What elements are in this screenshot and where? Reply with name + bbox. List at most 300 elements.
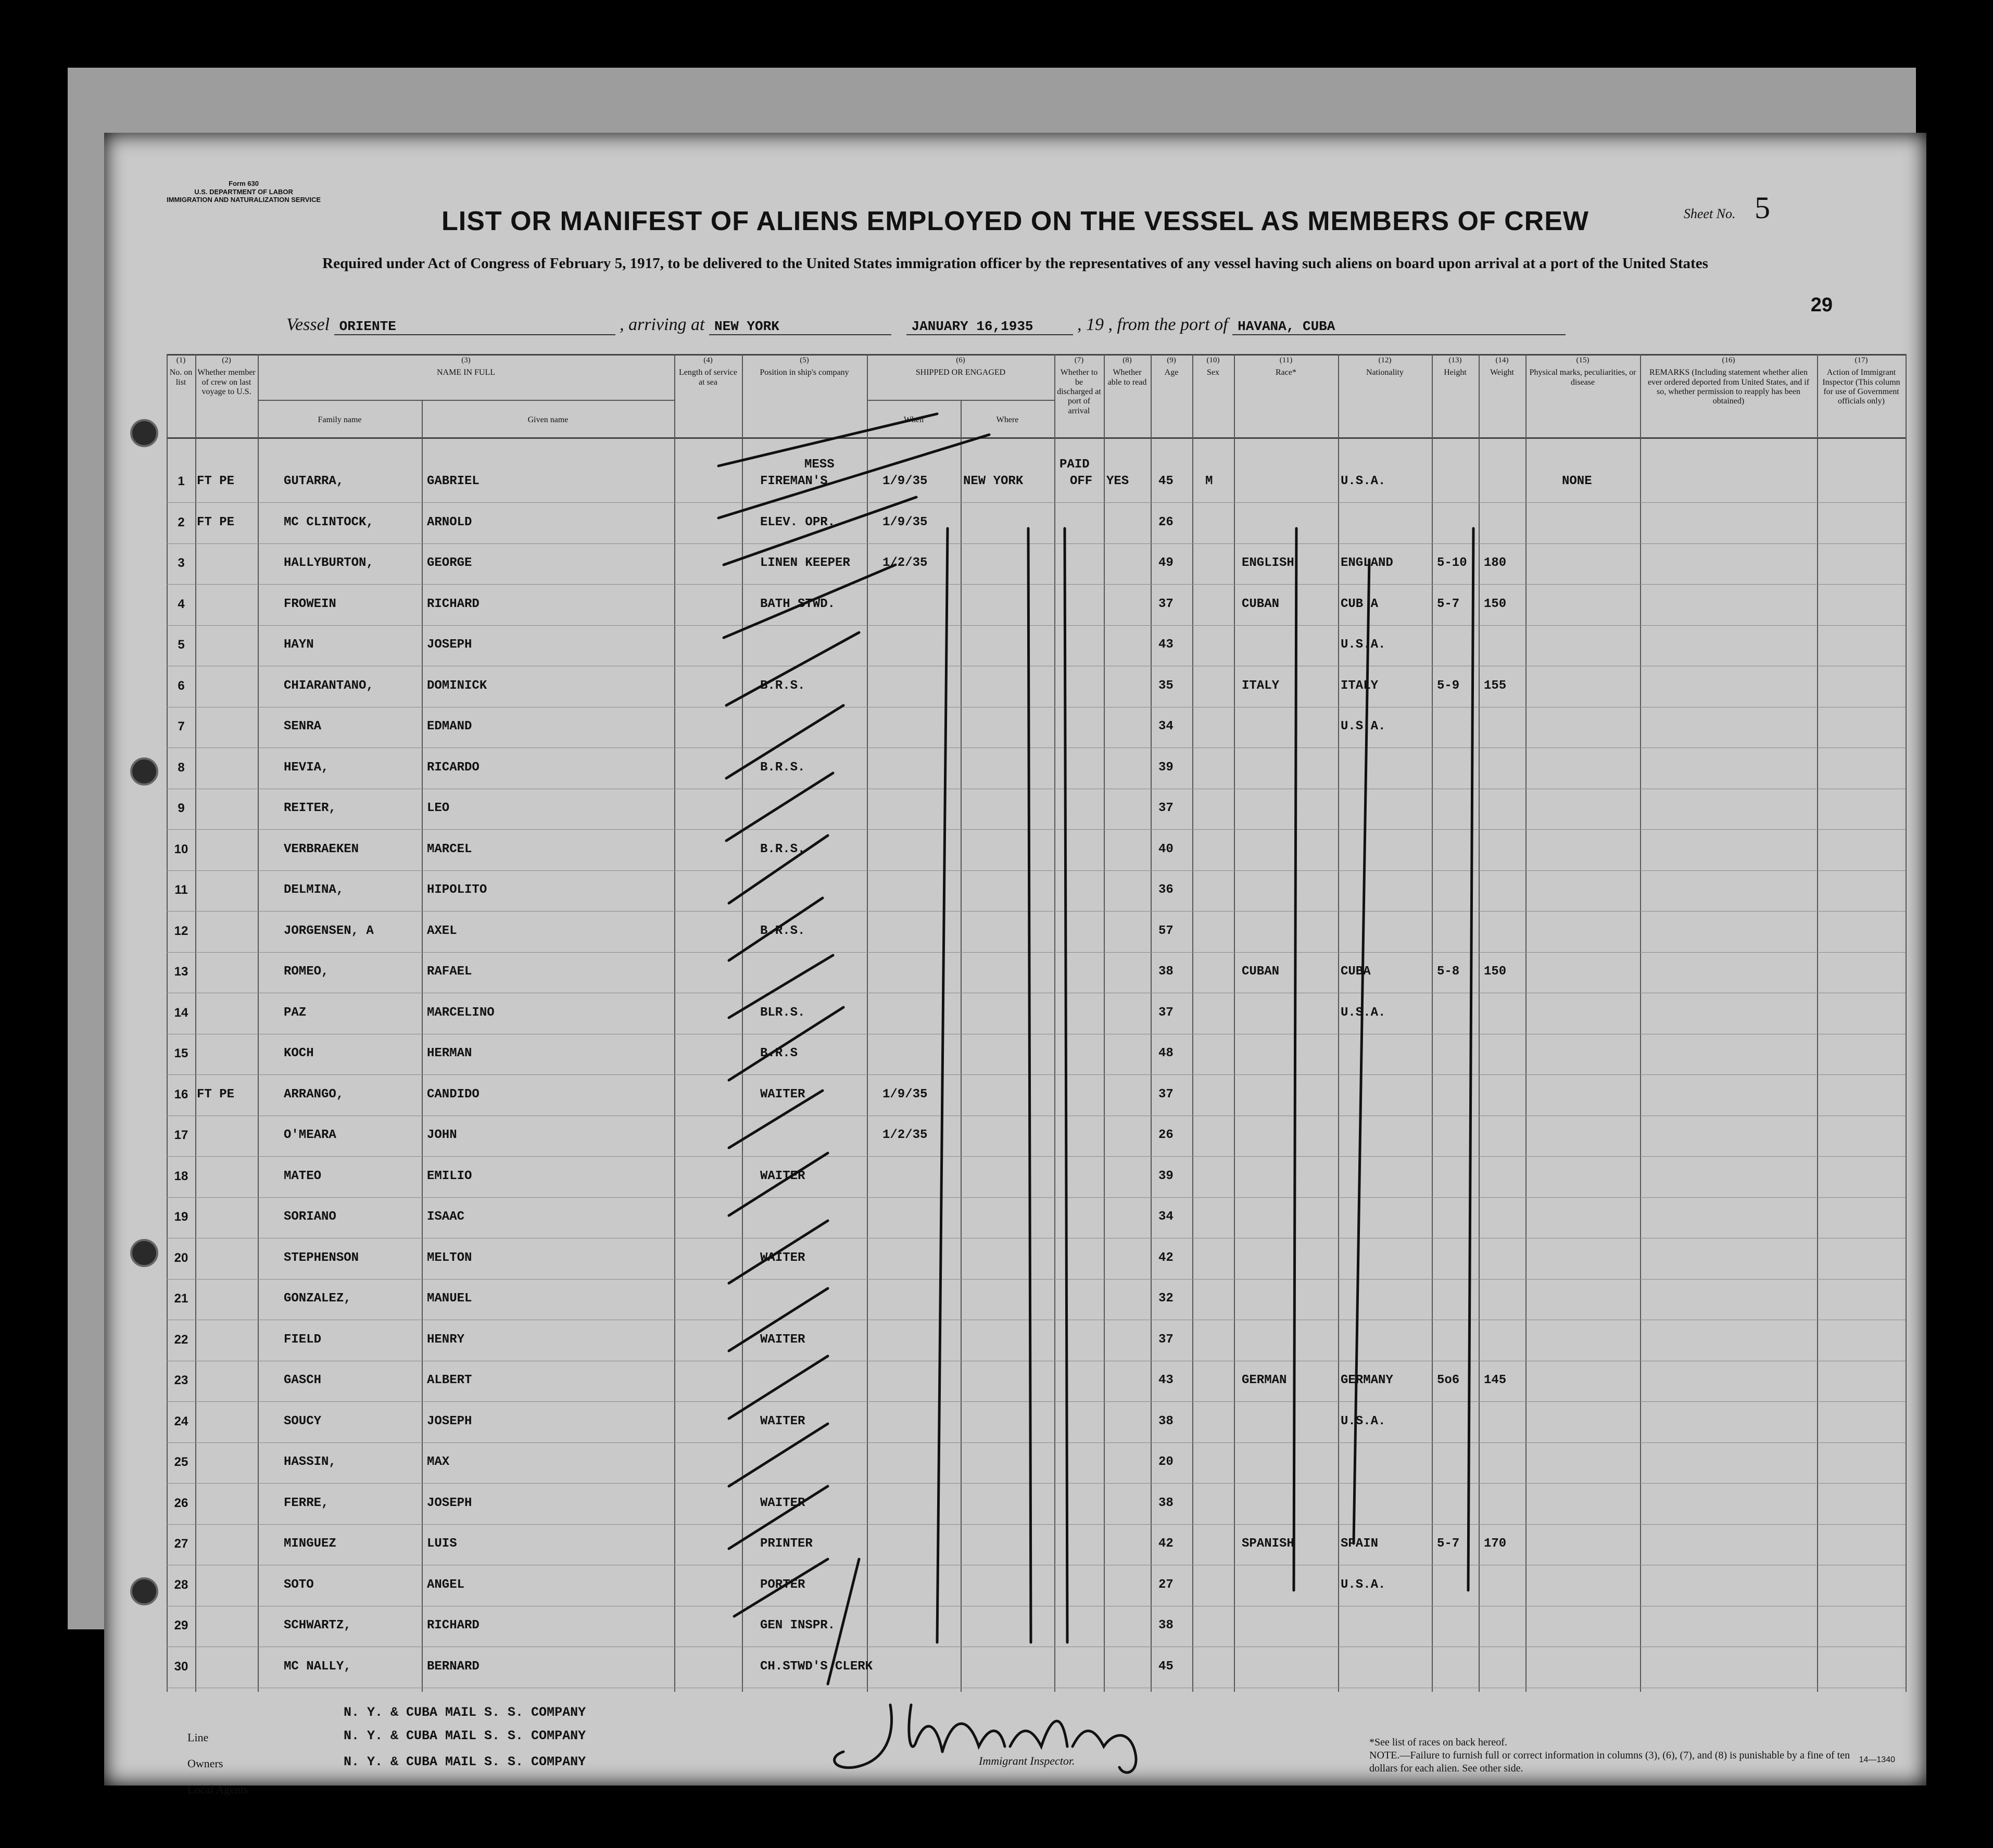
race-cell: CUBAN — [1242, 597, 1280, 611]
age-cell: 45 — [1158, 474, 1174, 488]
punch-hole — [130, 757, 158, 786]
family-name-cell: SCHWARTZ, — [284, 1618, 351, 1632]
nationality-cell: CUBA — [1341, 965, 1371, 979]
vessel-name: ORIENTE — [334, 319, 615, 335]
row-rule — [167, 625, 1906, 626]
column-title: REMARKS (Including statement whether alien ever ordered deported from United States, and if so, whether permission to reapply has been obtained) — [1647, 368, 1810, 406]
given-name-cell: MANUEL — [427, 1292, 472, 1306]
family-name-cell: JORGENSEN, A — [284, 923, 374, 938]
family-name-cell: CHIARANTANO, — [284, 678, 374, 693]
age-cell: 49 — [1158, 556, 1174, 570]
previous-voyage-cell: FT PE — [197, 515, 235, 529]
row-number: 30 — [174, 1659, 188, 1674]
column-title: Nationality — [1366, 368, 1404, 377]
column-number: (8) — [1122, 356, 1132, 364]
given-name-cell: MARCELINO — [427, 1005, 495, 1020]
position-cell: WAITER — [760, 1250, 805, 1265]
family-name-header: Family name — [318, 415, 362, 424]
row-number: 21 — [174, 1292, 188, 1306]
arrival-port: NEW YORK — [709, 319, 891, 335]
age-cell: 34 — [1158, 1210, 1174, 1224]
column-rule — [422, 401, 423, 1692]
given-name-cell: EMILIO — [427, 1169, 472, 1183]
line-value: N. Y. & CUBA MAIL S. S. COMPANY — [344, 1728, 586, 1743]
inspector-label: Immigrant Inspector. — [979, 1754, 1075, 1767]
age-cell: 37 — [1158, 1087, 1174, 1102]
age-cell: 43 — [1158, 638, 1174, 652]
nationality-cell: U.S.A. — [1341, 1005, 1386, 1020]
family-name-cell: MC CLINTOCK, — [284, 515, 374, 529]
sheet-number-label: Sheet No. — [1683, 206, 1736, 221]
nationality-cell: U.S.A. — [1341, 1414, 1386, 1428]
service: IMMIGRATION AND NATURALIZATION SERVICE — [167, 196, 321, 204]
column-number: (1) — [176, 356, 186, 364]
column-rule — [1104, 354, 1105, 1692]
column-rule — [1054, 354, 1055, 1692]
family-name-cell: ROMEO, — [284, 965, 329, 979]
header-bottom-rule — [167, 437, 1906, 439]
column-header-c11 — [1236, 356, 1336, 378]
row-number: 26 — [174, 1496, 188, 1510]
age-cell: 26 — [1158, 1128, 1174, 1142]
owners-value: N. Y. & CUBA MAIL S. S. COMPANY — [344, 1754, 586, 1769]
column-header-c2 — [197, 356, 256, 397]
age-cell: 27 — [1158, 1577, 1174, 1592]
nationality-cell: U.S.A. — [1341, 474, 1386, 488]
column-rule — [674, 354, 675, 1692]
given-name-cell: MAX — [427, 1455, 450, 1469]
page-title: LIST OR MANIFEST OF ALIENS EMPLOYED ON THE VESSEL AS MEMBERS OF CREW — [442, 206, 1589, 236]
weight-cell: 145 — [1484, 1373, 1507, 1387]
punch-hole — [130, 419, 158, 447]
nationality-cell: CUB A — [1341, 597, 1379, 611]
column-rule — [961, 401, 962, 1692]
age-cell: 39 — [1158, 760, 1174, 775]
company-name: N. Y. & CUBA MAIL S. S. COMPANY — [344, 1705, 586, 1720]
column-rule — [1640, 354, 1641, 1692]
race-cell: GERMAN — [1242, 1373, 1287, 1387]
age-cell: 38 — [1158, 1496, 1174, 1510]
position-cell: B.R.S. — [760, 678, 805, 693]
age-cell: 38 — [1158, 1618, 1174, 1632]
family-name-cell: REITER, — [284, 801, 336, 815]
owners-label: Owners — [187, 1757, 223, 1770]
row-rule — [167, 1074, 1906, 1075]
column-rule — [195, 354, 196, 1692]
given-name-cell: ARNOLD — [427, 515, 472, 529]
race-cell: SPANISH — [1242, 1537, 1294, 1551]
row-rule — [167, 952, 1906, 953]
shipped-when-cell: 1/2/35 — [882, 556, 928, 570]
column-number: (7) — [1074, 356, 1084, 364]
race-cell: ITALY — [1242, 678, 1280, 693]
given-name-cell: LEO — [427, 801, 450, 815]
column-rule — [1192, 354, 1193, 1692]
column-number: (13) — [1448, 356, 1462, 364]
previous-voyage-cell: FT PE — [197, 1087, 235, 1102]
arriving-label: , arriving at — [620, 315, 705, 334]
column-number: (16) — [1722, 356, 1735, 364]
race-cell: ENGLISH — [1242, 556, 1294, 570]
position-cell: LINEN KEEPER — [760, 556, 850, 570]
departure-port: HAVANA, CUBA — [1232, 319, 1566, 335]
position-cell: BATH STWD. — [760, 597, 836, 611]
given-name-cell: LUIS — [427, 1537, 457, 1551]
row-number: 12 — [174, 923, 188, 938]
column-header-c3 — [260, 356, 672, 378]
height-cell: 5-8 — [1437, 965, 1460, 979]
column-title: Weight — [1490, 368, 1514, 377]
position-cell: B.R.S. — [760, 842, 805, 856]
column-title: NAME IN FULL — [437, 368, 495, 377]
from-label: , from the port of — [1108, 315, 1228, 334]
column-number: (12) — [1378, 356, 1392, 364]
row-rule — [167, 1401, 1906, 1402]
age-cell: 20 — [1158, 1455, 1174, 1469]
local-agents-label: Local Agents — [187, 1783, 248, 1796]
age-cell: 35 — [1158, 678, 1174, 693]
column-header-c10 — [1194, 356, 1232, 378]
age-cell: 57 — [1158, 923, 1174, 938]
row-number: 6 — [178, 678, 185, 693]
position-cell: B.R.S — [760, 1046, 798, 1060]
family-name-cell: SOUCY — [284, 1414, 322, 1428]
when-header: When — [903, 415, 924, 424]
column-header-c12 — [1340, 356, 1430, 378]
column-title: Sex — [1207, 368, 1219, 377]
height-cell: 5-9 — [1437, 678, 1460, 693]
given-name-cell: JOSEPH — [427, 638, 472, 652]
row-number: 7 — [178, 719, 185, 733]
age-cell: 26 — [1158, 515, 1174, 529]
column-number: (14) — [1495, 356, 1509, 364]
column-title: Physical marks, peculiarities, or disease — [1529, 368, 1636, 387]
column-title: No. on list — [169, 368, 193, 387]
column-header-c14 — [1481, 356, 1523, 378]
column-title: Whether member of crew on last voyage to U.S. — [197, 368, 256, 397]
column-header-c1 — [169, 356, 193, 387]
weight-cell: 180 — [1484, 556, 1507, 570]
age-cell: 45 — [1158, 1659, 1174, 1674]
height-cell: 5-10 — [1437, 556, 1467, 570]
row-number: 28 — [174, 1577, 188, 1592]
column-number: (17) — [1855, 356, 1868, 364]
column-number: (4) — [703, 356, 713, 364]
row-number: 29 — [174, 1618, 188, 1632]
column-header-c15 — [1528, 356, 1638, 387]
family-name-cell: HEVIA, — [284, 760, 329, 775]
weight-cell: 150 — [1484, 965, 1507, 979]
form-number: Form 630 — [229, 180, 259, 187]
column-header-c7 — [1056, 356, 1102, 416]
column-rule — [167, 354, 168, 1692]
row-rule — [167, 1442, 1906, 1443]
column-rule — [1234, 354, 1235, 1692]
column-number: (3) — [461, 356, 471, 364]
nationality-cell: ENGLAND — [1341, 556, 1393, 570]
family-name-cell: STEPHENSON — [284, 1250, 359, 1265]
position-cell: WAITER — [760, 1169, 805, 1183]
crew-table — [167, 354, 1906, 1692]
column-rule — [1338, 354, 1339, 1692]
given-name-cell: GABRIEL — [427, 474, 480, 488]
column-number: (11) — [1279, 356, 1293, 364]
column-header-c4 — [676, 356, 740, 387]
row-number: 4 — [178, 597, 185, 611]
column-rule — [1906, 354, 1907, 1692]
row-rule — [167, 911, 1906, 912]
family-name-cell: HALLYBURTON, — [284, 556, 374, 570]
given-name-cell: BERNARD — [427, 1659, 480, 1674]
row-number: 11 — [174, 883, 188, 897]
row-number: 10 — [174, 842, 188, 856]
given-name-cell: JOSEPH — [427, 1496, 472, 1510]
row-rule — [167, 543, 1906, 544]
vessel-line — [286, 315, 1848, 335]
row-number: 22 — [174, 1332, 188, 1347]
age-cell: 42 — [1158, 1250, 1174, 1265]
nationality-cell: U.S.A. — [1341, 1577, 1386, 1592]
age-cell: 37 — [1158, 801, 1174, 815]
height-cell: 5-7 — [1437, 597, 1460, 611]
given-name-cell: AXEL — [427, 923, 457, 938]
family-name-cell: VERBRAEKEN — [284, 842, 359, 856]
height-cell: 5o6 — [1437, 1373, 1460, 1387]
column-number: (15) — [1576, 356, 1590, 364]
column-number: (5) — [800, 356, 809, 364]
position-cell: WAITER — [760, 1496, 805, 1510]
column-header-c9 — [1153, 356, 1190, 378]
family-name-cell: FIELD — [284, 1332, 322, 1347]
age-cell: 37 — [1158, 1005, 1174, 1020]
family-name-cell: ARRANGO, — [284, 1087, 344, 1102]
able-to-read-cell: YES — [1106, 474, 1129, 488]
position-cell: FIREMAN'S — [760, 474, 828, 488]
discharged-cell: PAID — [1059, 458, 1090, 472]
row-number: 3 — [178, 556, 185, 570]
row-rule — [167, 1524, 1906, 1525]
age-cell: 37 — [1158, 597, 1174, 611]
row-number: 15 — [174, 1046, 188, 1060]
race-cell: CUBAN — [1242, 965, 1280, 979]
previous-voyage-cell: FT PE — [197, 474, 235, 488]
given-name-cell: ANGEL — [427, 1577, 465, 1592]
shipped-when-cell: 1/9/35 — [882, 515, 928, 529]
position-cell: PRINTER — [760, 1537, 813, 1551]
column-title: Whether able to read — [1107, 368, 1147, 387]
column-rule — [742, 354, 743, 1692]
row-rule — [167, 1156, 1906, 1157]
family-name-cell: KOCH — [284, 1046, 314, 1060]
given-name-cell: GEORGE — [427, 556, 472, 570]
nationality-cell: SPAIN — [1341, 1537, 1379, 1551]
fine-note — [1369, 1736, 1864, 1775]
age-cell: 42 — [1158, 1537, 1174, 1551]
given-name-cell: RICHARD — [427, 1618, 480, 1632]
age-cell: 38 — [1158, 1414, 1174, 1428]
row-number: 25 — [174, 1455, 188, 1469]
family-name-cell: HAYN — [284, 638, 314, 652]
given-name-cell: HERMAN — [427, 1046, 472, 1060]
vessel-label: Vessel — [286, 315, 330, 334]
page-number: 29 — [1810, 294, 1833, 316]
given-name-cell: ISAAC — [427, 1210, 465, 1224]
column-title: Height — [1444, 368, 1467, 377]
age-cell: 36 — [1158, 883, 1174, 897]
column-title: SHIPPED OR ENGAGED — [915, 368, 1006, 377]
column-header-c6 — [869, 356, 1052, 378]
form-code: 14—1340 — [1859, 1755, 1895, 1764]
row-number: 13 — [174, 965, 188, 979]
position-cell: CH.STWD'S CLERK — [760, 1659, 873, 1674]
row-rule — [167, 502, 1906, 503]
position-cell: PORTER — [760, 1577, 805, 1592]
row-number: 23 — [174, 1373, 188, 1387]
given-name-cell: MELTON — [427, 1250, 472, 1265]
family-name-cell: PAZ — [284, 1005, 307, 1020]
weight-cell: 170 — [1484, 1537, 1507, 1551]
position-cell: WAITER — [760, 1414, 805, 1428]
position-cell: ELEV. OPR. — [760, 515, 836, 529]
given-name-cell: RICARDO — [427, 760, 480, 775]
given-name-header: Given name — [527, 415, 569, 424]
discharged-cell: OFF — [1070, 474, 1093, 488]
row-number: 9 — [178, 801, 185, 815]
row-number: 16 — [174, 1087, 188, 1102]
column-rule — [1817, 354, 1818, 1692]
family-name-cell: FERRE, — [284, 1496, 329, 1510]
family-name-cell: FROWEIN — [284, 597, 336, 611]
column-title: Position in ship's company — [760, 368, 849, 377]
weight-cell: 155 — [1484, 678, 1507, 693]
races-note: *See list of races on back hereof. — [1369, 1737, 1507, 1748]
given-name-cell: JOSEPH — [427, 1414, 472, 1428]
column-title: Whether to be discharged at port of arrival — [1057, 368, 1101, 415]
year-prefix: , 19 — [1077, 315, 1104, 334]
punch-hole — [130, 1239, 158, 1267]
row-rule — [167, 829, 1906, 830]
physical-marks-cell: NONE — [1562, 474, 1592, 488]
position-cell: BLR.S. — [760, 1005, 805, 1020]
weight-cell: 150 — [1484, 597, 1507, 611]
family-name-cell: GUTARRA, — [284, 474, 344, 488]
column-rule — [1525, 354, 1527, 1692]
manifest-sheet — [104, 133, 1926, 1796]
nationality-cell: U.S.A. — [1341, 638, 1386, 652]
age-cell: 40 — [1158, 842, 1174, 856]
column-header-c16 — [1642, 356, 1815, 407]
nationality-cell: U.S.A. — [1341, 719, 1386, 733]
family-name-cell: MINGUEZ — [284, 1537, 336, 1551]
column-title: Length of service at sea — [679, 368, 737, 387]
nationality-cell: ITALY — [1341, 678, 1379, 693]
column-number: (9) — [1167, 356, 1176, 364]
age-cell: 37 — [1158, 1332, 1174, 1347]
header-top-rule — [167, 354, 1906, 356]
shipped-when-cell: 1/2/35 — [882, 1128, 928, 1142]
age-cell: 32 — [1158, 1292, 1174, 1306]
family-name-cell: GASCH — [284, 1373, 322, 1387]
nationality-cell: GERMANY — [1341, 1373, 1393, 1387]
column-number: (6) — [956, 356, 965, 364]
position-cell: B.R.S. — [760, 923, 805, 938]
row-number: 2 — [178, 515, 185, 529]
age-cell: 39 — [1158, 1169, 1174, 1183]
family-name-cell: MC NALLY, — [284, 1659, 351, 1674]
shipped-when-cell: 1/9/35 — [882, 474, 928, 488]
department: U.S. DEPARTMENT OF LABOR — [194, 187, 293, 196]
column-header-c13 — [1434, 356, 1477, 378]
line-label: Line — [187, 1731, 209, 1744]
family-name-cell: MATEO — [284, 1169, 322, 1183]
column-number: (10) — [1206, 356, 1220, 364]
age-cell: 43 — [1158, 1373, 1174, 1387]
age-cell: 34 — [1158, 719, 1174, 733]
row-number: 17 — [174, 1128, 188, 1142]
punch-hole — [130, 1577, 158, 1605]
given-name-cell: HENRY — [427, 1332, 465, 1347]
penalty-note: NOTE.—Failure to furnish full or correct information in columns (3), (6), (7), and (8) is punishable by a fine of ten dollars for each alien. See other side. — [1369, 1750, 1850, 1774]
where-header: Where — [996, 415, 1019, 424]
row-rule — [167, 584, 1906, 585]
column-header-c17 — [1819, 356, 1903, 407]
position-cell: WAITER — [760, 1332, 805, 1347]
row-number: 19 — [174, 1210, 188, 1224]
age-cell: 38 — [1158, 965, 1174, 979]
name-subheader-rule — [258, 400, 674, 401]
row-number: 27 — [174, 1537, 188, 1551]
column-title: Age — [1164, 368, 1179, 377]
family-name-cell: O'MEARA — [284, 1128, 336, 1142]
given-name-cell: JOHN — [427, 1128, 457, 1142]
given-name-cell: EDMAND — [427, 719, 472, 733]
sheet-number-value: 5 — [1755, 191, 1770, 225]
column-rule — [1432, 354, 1433, 1692]
position-cell: GEN INSPR. — [760, 1618, 836, 1632]
given-name-cell: RICHARD — [427, 597, 480, 611]
family-name-cell: SOTO — [284, 1577, 314, 1592]
column-rule — [867, 354, 868, 1692]
family-name-cell: GONZALEZ, — [284, 1292, 351, 1306]
column-title: Action of Immigrant Inspector (This column for use of Government officials only) — [1822, 368, 1900, 406]
position-cell: B.R.S. — [760, 760, 805, 775]
family-name-cell: SENRA — [284, 719, 322, 733]
family-name-cell: SORIANO — [284, 1210, 336, 1224]
row-number: 1 — [178, 474, 185, 488]
row-number: 24 — [174, 1414, 188, 1428]
given-name-cell: DOMINICK — [427, 678, 487, 693]
given-name-cell: CANDIDO — [427, 1087, 480, 1102]
row-rule — [167, 1279, 1906, 1280]
shipped-subheader-rule — [867, 400, 1054, 401]
shipped-when-cell: 1/9/35 — [882, 1087, 928, 1102]
column-header-c8 — [1106, 356, 1149, 387]
row-number: 20 — [174, 1250, 188, 1265]
row-number: 8 — [178, 760, 185, 775]
given-name-cell: MARCEL — [427, 842, 472, 856]
form-identifier — [167, 180, 321, 204]
height-cell: 5-7 — [1437, 1537, 1460, 1551]
family-name-cell: DELMINA, — [284, 883, 344, 897]
arrival-date: JANUARY 16,1935 — [906, 319, 1073, 335]
given-name-cell: ALBERT — [427, 1373, 472, 1387]
row-number: 14 — [174, 1005, 188, 1020]
position-cell: WAITER — [760, 1087, 805, 1102]
row-number: 18 — [174, 1169, 188, 1183]
column-number: (2) — [222, 356, 231, 364]
row-rule — [167, 1197, 1906, 1198]
page-subtitle: Required under Act of Congress of February 5, 1917, to be delivered to the United States immigration officer by the representatives of any vessel having such aliens on board upon arrival at a port of the United States — [322, 255, 1708, 272]
